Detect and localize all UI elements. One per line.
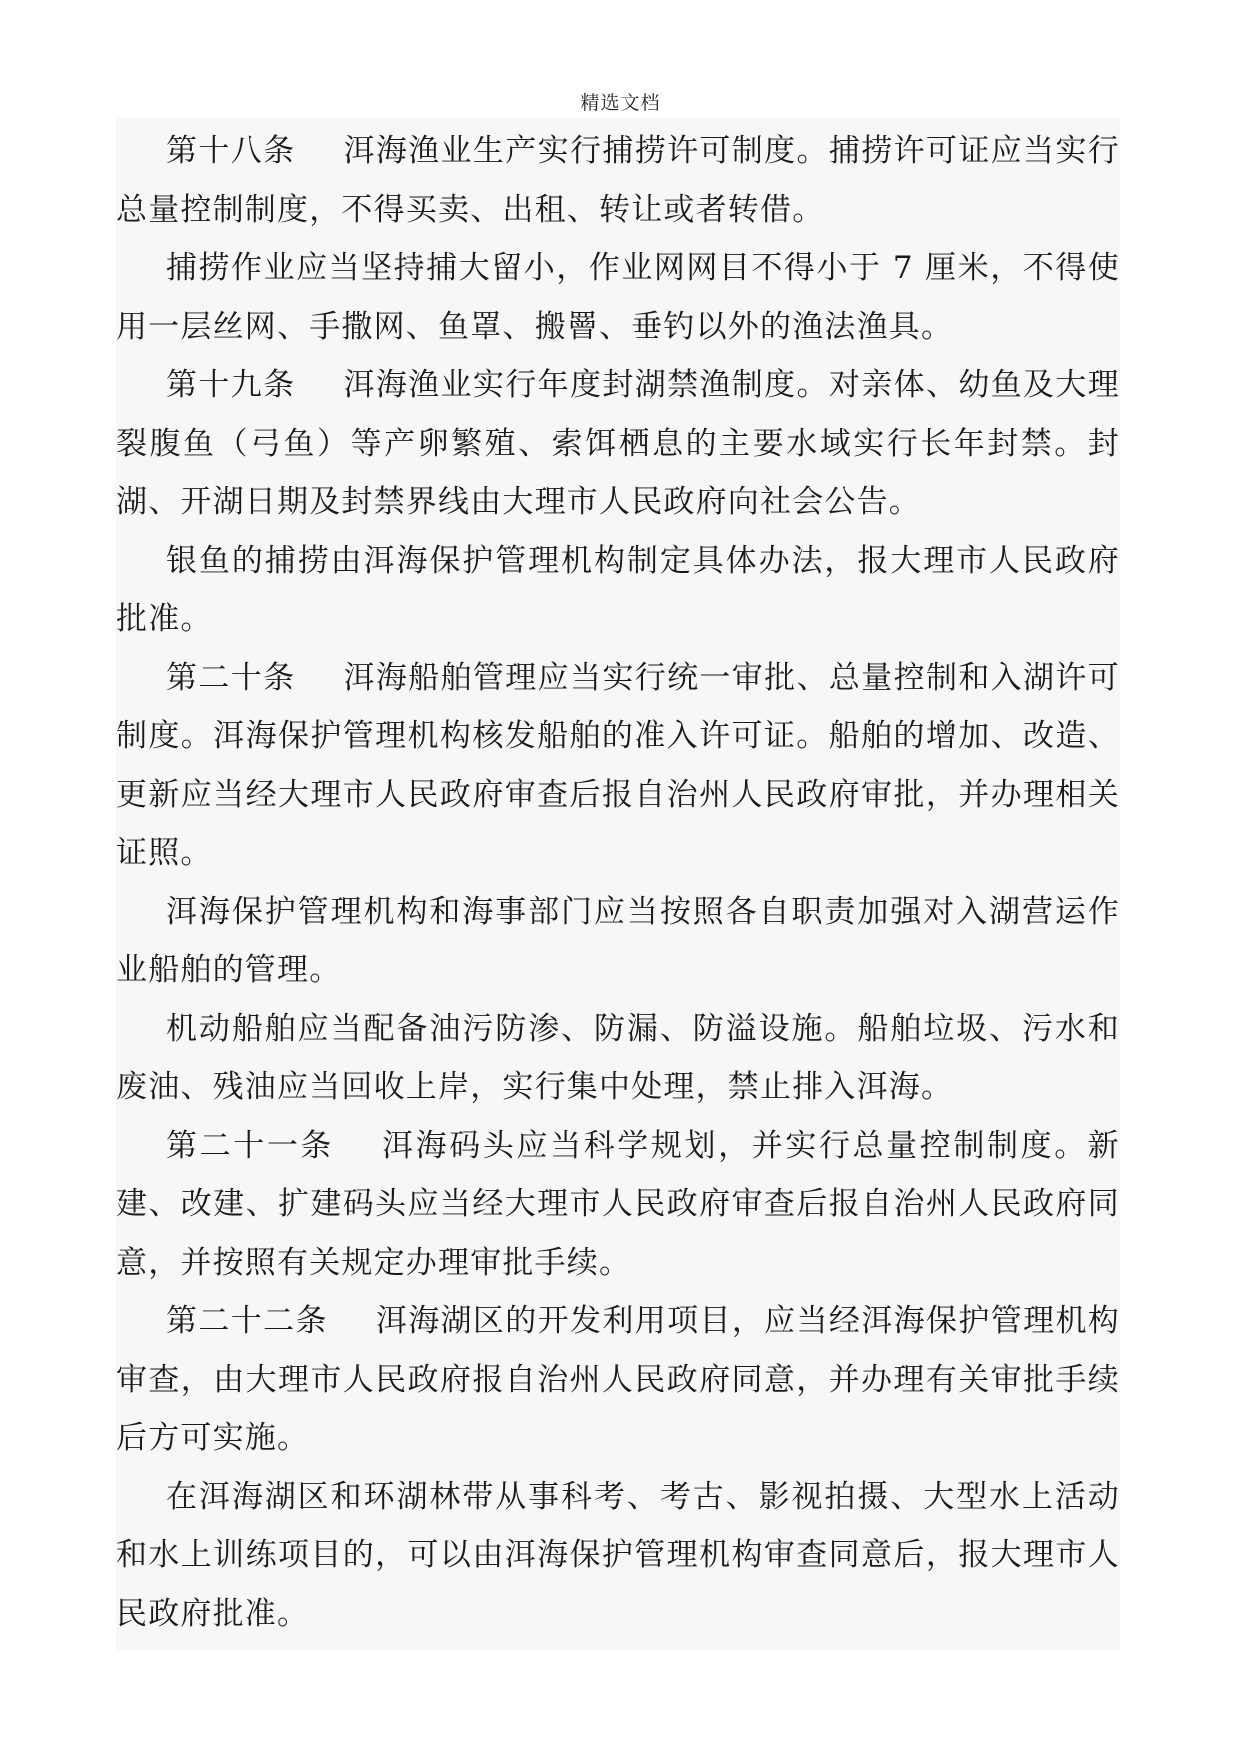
paragraph-article-21 [116, 1117, 1120, 1293]
paragraph [116, 883, 1120, 1000]
article-number: 第十八条 [166, 133, 296, 169]
article-number: 第二十一条 [166, 1127, 335, 1164]
paragraph-text: 在洱海湖区和环湖林带从事科考、考古、影视拍摄、大型水上活动和水上训练项目的，可以由洱海保护管理机构审查同意后，报大理市人民政府批准。 [116, 1478, 1120, 1632]
page-header: 精选文档 [580, 92, 661, 114]
article-number: 第二十条 [166, 659, 296, 696]
paragraph-text: 洱海渔业实行年度封湖禁渔制度。对亲体、幼鱼及大理裂腹鱼（弓鱼）等产卵繁殖、索饵栖息的主要水域实行长年封禁。封湖、开湖日期及封禁界线由大理市人民政府向社会公告。 [116, 367, 1120, 520]
paragraph-text: 洱海保护管理机构和海事部门应当按照各自职责加强对入湖营运作业船舶的管理。 [116, 893, 1120, 988]
paragraph-article-19 [116, 356, 1120, 532]
paragraph-article-22 [116, 1292, 1120, 1468]
paragraph-article-20 [116, 649, 1120, 883]
article-number: 第二十二条 [166, 1303, 328, 1339]
paragraph [116, 1468, 1120, 1644]
paragraph-text: 捕捞作业应当坚持捕大留小，作业网网目不得小于 7 厘米，不得使用一层丝网、手撒网、鱼罩、搬罾、垂钓以外的渔法渔具。 [116, 250, 1120, 345]
paragraph [116, 1000, 1120, 1117]
paragraph-text: 银鱼的捕捞由洱海保护管理机构制定具体办法，报大理市人民政府批准。 [116, 542, 1120, 637]
article-number: 第十九条 [166, 367, 296, 403]
paragraph-text: 洱海码头应当科学规划，并实行总量控制制度。新建、改建、扩建码头应当经大理市人民政府审查后报自治州人民政府同意，并按照有关规定办理审批手续。 [116, 1127, 1121, 1281]
paragraph-article-18 [116, 118, 1120, 239]
paragraph-text: 洱海船舶管理应当实行统一审批、总量控制和入湖许可制度。洱海保护管理机构核发船舶的准入许可证。船舶的增加、改造、更新应当经大理市人民政府审查后报自治州人民政府审批，并办理相关证照。 [116, 659, 1120, 871]
paragraph-text: 机动船舶应当配备油污防渗、防漏、防溢设施。船舶垃圾、污水和废油、残油应当回收上岸，实行集中处理，禁止排入洱海。 [116, 1010, 1120, 1105]
paragraph-text: 洱海湖区的开发利用项目，应当经洱海保护管理机构审查，由大理市人民政府报自治州人民政府同意，并办理有关审批手续后方可实施。 [116, 1303, 1121, 1456]
paragraph-text: 洱海渔业生产实行捕捞许可制度。捕捞许可证应当实行总量控制制度，不得买卖、出租、转让或者转借。 [116, 133, 1120, 228]
paragraph [116, 532, 1120, 649]
paragraph [116, 239, 1120, 356]
document-body [116, 118, 1120, 1650]
